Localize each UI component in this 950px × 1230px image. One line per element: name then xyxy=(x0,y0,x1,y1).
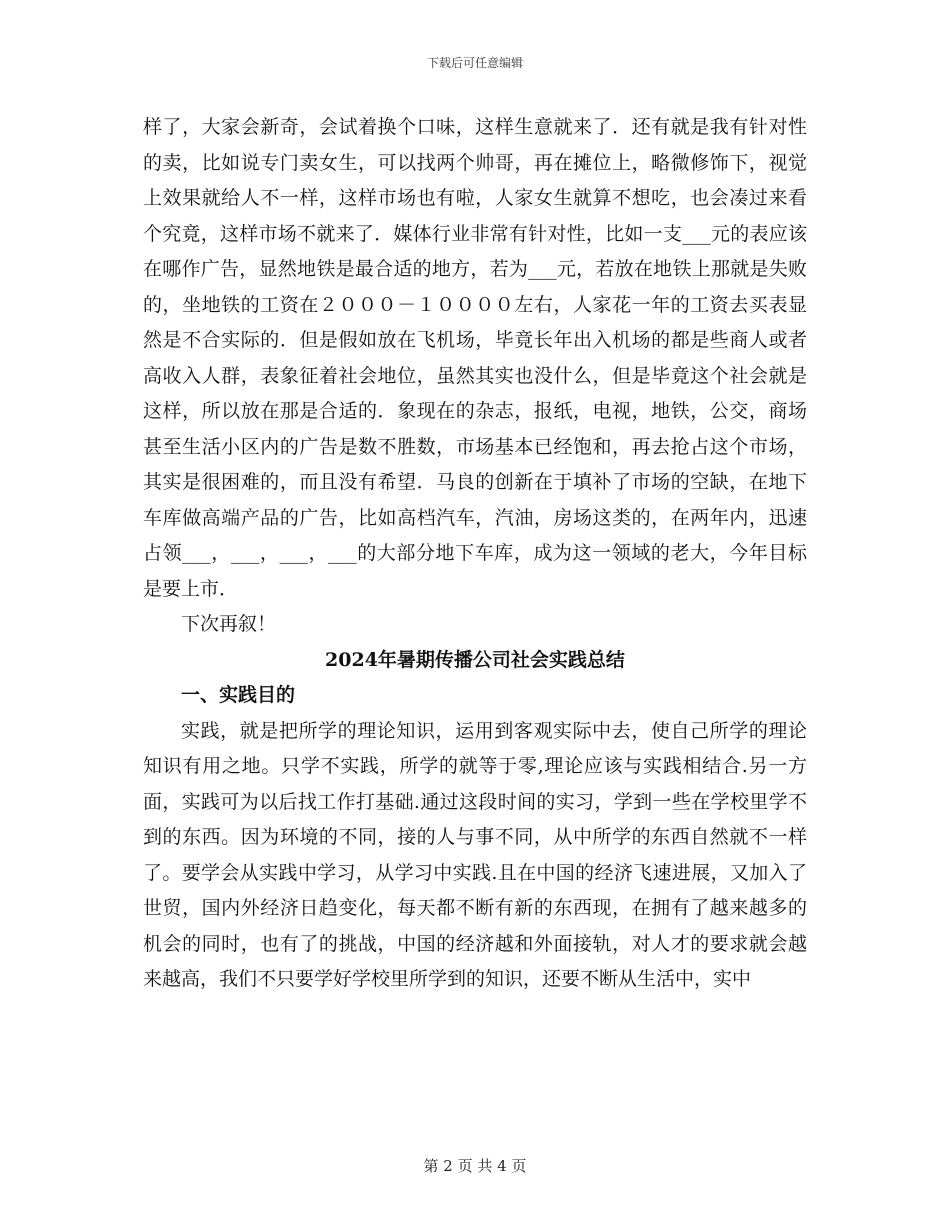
paragraph-closing: 下次再叙！ xyxy=(181,613,277,635)
document-title: 2024年暑期传播公司社会实践总结 xyxy=(325,648,625,671)
section-heading: 一、实践目的 xyxy=(181,684,296,706)
document-body xyxy=(143,110,807,998)
page-footer: 第 2 页 共 4 页 xyxy=(423,1157,527,1175)
page-header: 下载后可任意编辑 xyxy=(426,56,523,70)
paragraph-continued: 样了，大家会新奇，会试着换个口味，这样生意就来了．还有就是我有针对性的卖，比如说专门卖女生，可以找两个帅哥，再在摊位上，略微修饰下，视觉上效果就给人不一样，这样市场也有啦，人家女生就算不想吃，也会凑过来看个究竟，这样市场不就来了．媒体行业非常有针对性，比如一支___元的表应该在哪作广告，显然地铁是最合适的地方，若为___元，若放在地铁上那就是失败的，坐地铁的工资在２０００－１００００左右，人家花一年的工资去买表显然是不合实际的．但是假如放在飞机场，毕竟长年出入机场的都是些商人或者高收入人群，表象征着社会地位，虽然其实也没什么，但是毕竟这个社会就是这样，所以放在那是合适的．象现在的杂志，报纸，电视，地铁，公交，商场甚至生活小区内的广告是数不胜数，市场基本已经饱和，再去抢占这个市场，其实是很困难的，而且没有希望．马良的创新在于填补了市场的空缺，在地下车库做高端产品的广告，比如高档汽车，汽油，房场这类的，在两年内，迅速占领___，___，___，___的大部分地下车库，成为这一领域的老大，今年目标是要上市． xyxy=(143,116,807,600)
paragraph-practice-purpose: 实践，就是把所学的理论知识，运用到客观实际中去，使自己所学的理论知识有用之地。只学不实践，所学的就等于零,理论应该与实践相结合.另一方面，实践可为以后找工作打基础.通过这段时间的实习，学到一些在学校里学不到的东西。因为环境的不同，接的人与事不同，从中所学的东西自然就不一样了。要学会从实践中学习，从学习中实践.且在中国的经济飞速进展，又加入了世贸，国内外经济日趋变化，每天都不断有新的东西现，在拥有了越来越多的机会的同时，也有了的挑战，中国的经济越和外面接轨，对人才的要求就会越来越高，我们不只要学好学校里所学到的知识，还要不断从生活中，实中 xyxy=(143,719,807,990)
